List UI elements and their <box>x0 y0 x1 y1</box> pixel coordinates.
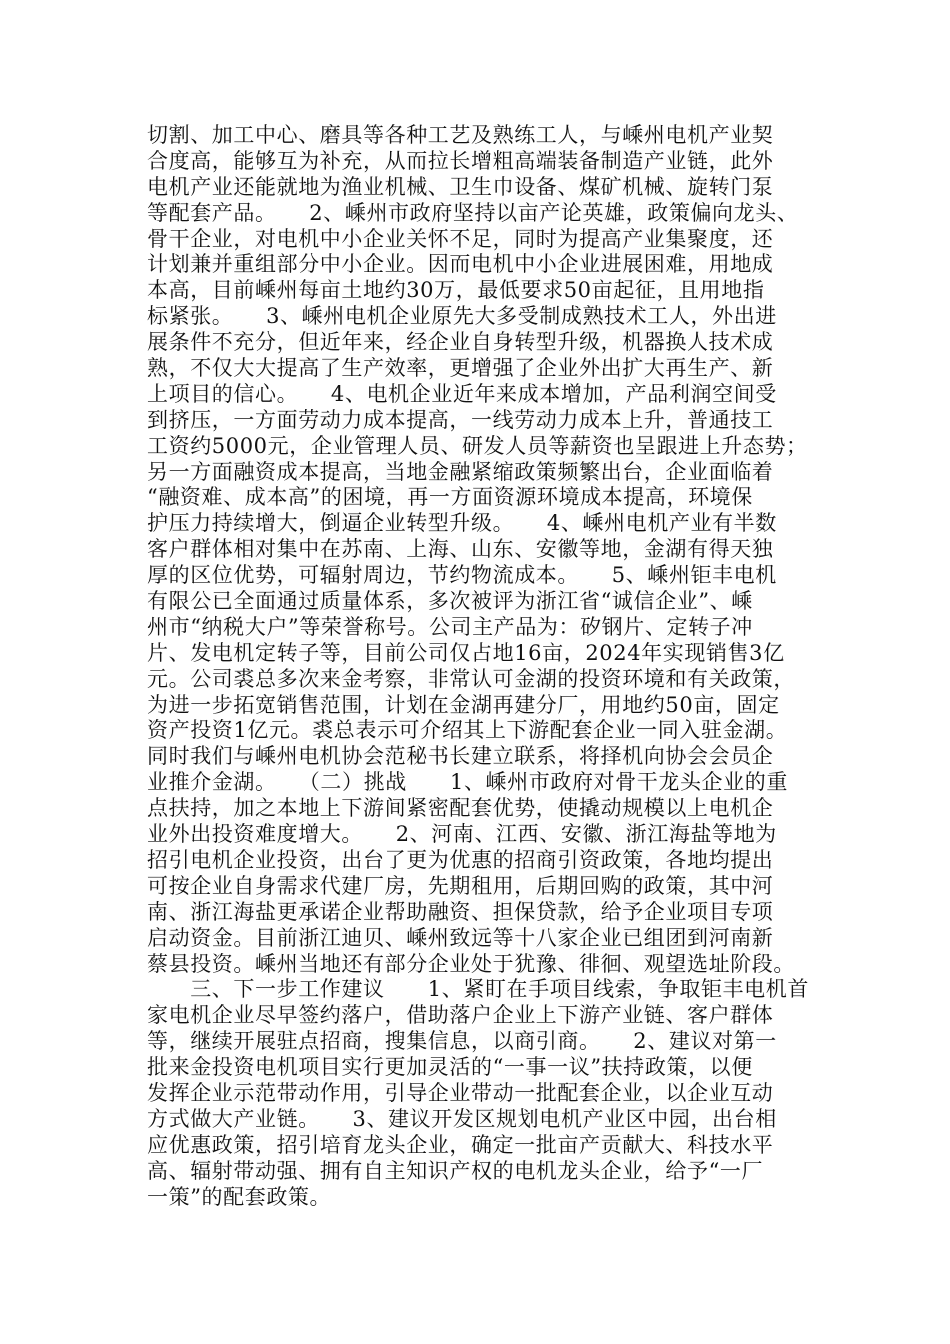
text-line: 电机产业还能就地为渔业机械、卫生巾设备、煤矿机械、旋转门泵 <box>147 174 774 199</box>
text-line: 点扶持，加之本地上下游间紧密配套优势，使撬动规模以上电机企 <box>147 796 774 821</box>
text-line: 护压力持续增大，倒逼企业转型升级。 4、嵊州电机产业有半数 <box>147 511 777 536</box>
text-line: 片、发电机定转子等，目前公司仅占地16亩，2024年实现销售3亿 <box>147 640 785 665</box>
text-line: “融资难、成本高”的困境，再一方面资源环境成本提高，环境保 <box>147 485 753 510</box>
text-line: 展条件不充分，但近年来，经企业自身转型升级，机器换人技术成 <box>147 330 774 355</box>
text-line: 等配套产品。 2、嵊州市政府坚持以亩产论英雄，政策偏向龙头、 <box>147 200 799 225</box>
text-line: 一策”的配套政策。 <box>147 1184 332 1209</box>
text-line: 客户群体相对集中在苏南、上海、山东、安徽等地，金湖有得天独 <box>147 537 774 562</box>
text-line: 切割、加工中心、磨具等各种工艺及熟练工人，与嵊州电机产业契 <box>147 123 774 147</box>
text-line: 可按企业自身需求代建厂房，先期租用，后期回购的政策，其中河 <box>147 873 774 898</box>
text-line: 州市“纳税大户”等荣誉称号。公司主产品为：矽钢片、定转子冲 <box>147 614 753 639</box>
text-line: 业外出投资难度增大。 2、河南、江西、安徽、浙江海盐等地为 <box>147 822 777 847</box>
text-line: 本高，目前嵊州每亩土地约30万，最低要求50亩起征，且用地指 <box>147 278 765 303</box>
text-line: 南、浙江海盐更承诺企业帮助融资、担保贷款，给予企业项目专项 <box>147 899 774 924</box>
text-line: 同时我们与嵊州电机协会范秘书长建立联系，将择机向协会会员企 <box>147 744 774 769</box>
text-line: 标紧张。 3、嵊州电机企业原先大多受制成熟技术工人，外出进 <box>147 304 777 329</box>
document-body-text <box>147 123 827 1210</box>
text-line: 合度高，能够互为补充，从而拉长增粗高端装备制造产业链，此外 <box>147 148 774 173</box>
text-line: 蔡县投资。嵊州当地还有部分企业处于犹豫、徘徊、观望选址阶段。 <box>147 951 795 976</box>
text-line: 上项目的信心。 4、电机企业近年来成本增加，产品利润空间受 <box>147 381 777 406</box>
text-line: 等，继续开展驻点招商，搜集信息，以商引商。 2、建议对第一 <box>147 1029 777 1054</box>
text-line: 发挥企业示范带动作用，引导企业带动一批配套企业，以企业互动 <box>147 1080 774 1105</box>
text-line: 熟，不仅大大提高了生产效率，更增强了企业外出扩大再生产、新 <box>147 356 774 381</box>
text-line: 到挤压，一方面劳动力成本提高，一线劳动力成本上升，普通技工 <box>147 407 774 432</box>
text-line: 启动资金。目前浙江迪贝、嵊州致远等十八家企业已组团到河南新 <box>147 925 774 950</box>
text-line: 另一方面融资成本提高，当地金融紧缩政策频繁出台，企业面临着 <box>147 459 774 484</box>
text-line: 应优惠政策，招引培育龙头企业，确定一批亩产贡献大、科技水平 <box>147 1132 774 1157</box>
text-line: 批来金投资电机项目实行更加灵活的“一事一议”扶持政策，以便 <box>147 1055 753 1080</box>
text-line: 有限公已全面通过质量体系，多次被评为浙江省“诚信企业”、嵊 <box>147 589 753 614</box>
text-line: 家电机企业尽早签约落户，借助落户企业上下游产业链、客户群体 <box>147 1003 774 1028</box>
text-line: 高、辐射带动强、拥有自主知识产权的电机龙头企业，给予“一厂 <box>147 1158 764 1183</box>
text-line: 资产投资1亿元。裘总表示可介绍其上下游配套企业一同入驻金湖。 <box>147 718 788 743</box>
text-line: 工资约5000元，企业管理人员、研发人员等薪资也呈跟进上升态势； <box>147 433 808 458</box>
text-line: 方式做大产业链。 3、建议开发区规划电机产业区中园，出台相 <box>147 1106 777 1131</box>
text-line: 计划兼并重组部分中小企业。因而电机中小企业进展困难，用地成 <box>147 252 774 277</box>
text-line: 厚的区位优势，可辐射周边，节约物流成本。 5、嵊州钜丰电机 <box>147 563 777 588</box>
text-line: 骨干企业，对电机中小企业关怀不足，同时为提高产业集聚度，还 <box>147 226 774 251</box>
text-line: 三、下一步工作建议 1、紧盯在手项目线索，争取钜丰电机首 <box>147 977 809 1002</box>
text-line: 业推介金湖。 （二）挑战 1、嵊州市政府对骨干龙头企业的重 <box>147 770 788 795</box>
text-line: 元。公司裘总多次来金考察，非常认可金湖的投资环境和有关政策， <box>147 666 795 691</box>
text-line: 为进一步拓宽销售范围，计划在金湖再建分厂，用地约50亩，固定 <box>147 692 780 717</box>
text-line: 招引电机企业投资，出台了更为优惠的招商引资政策，各地均提出 <box>147 847 774 872</box>
